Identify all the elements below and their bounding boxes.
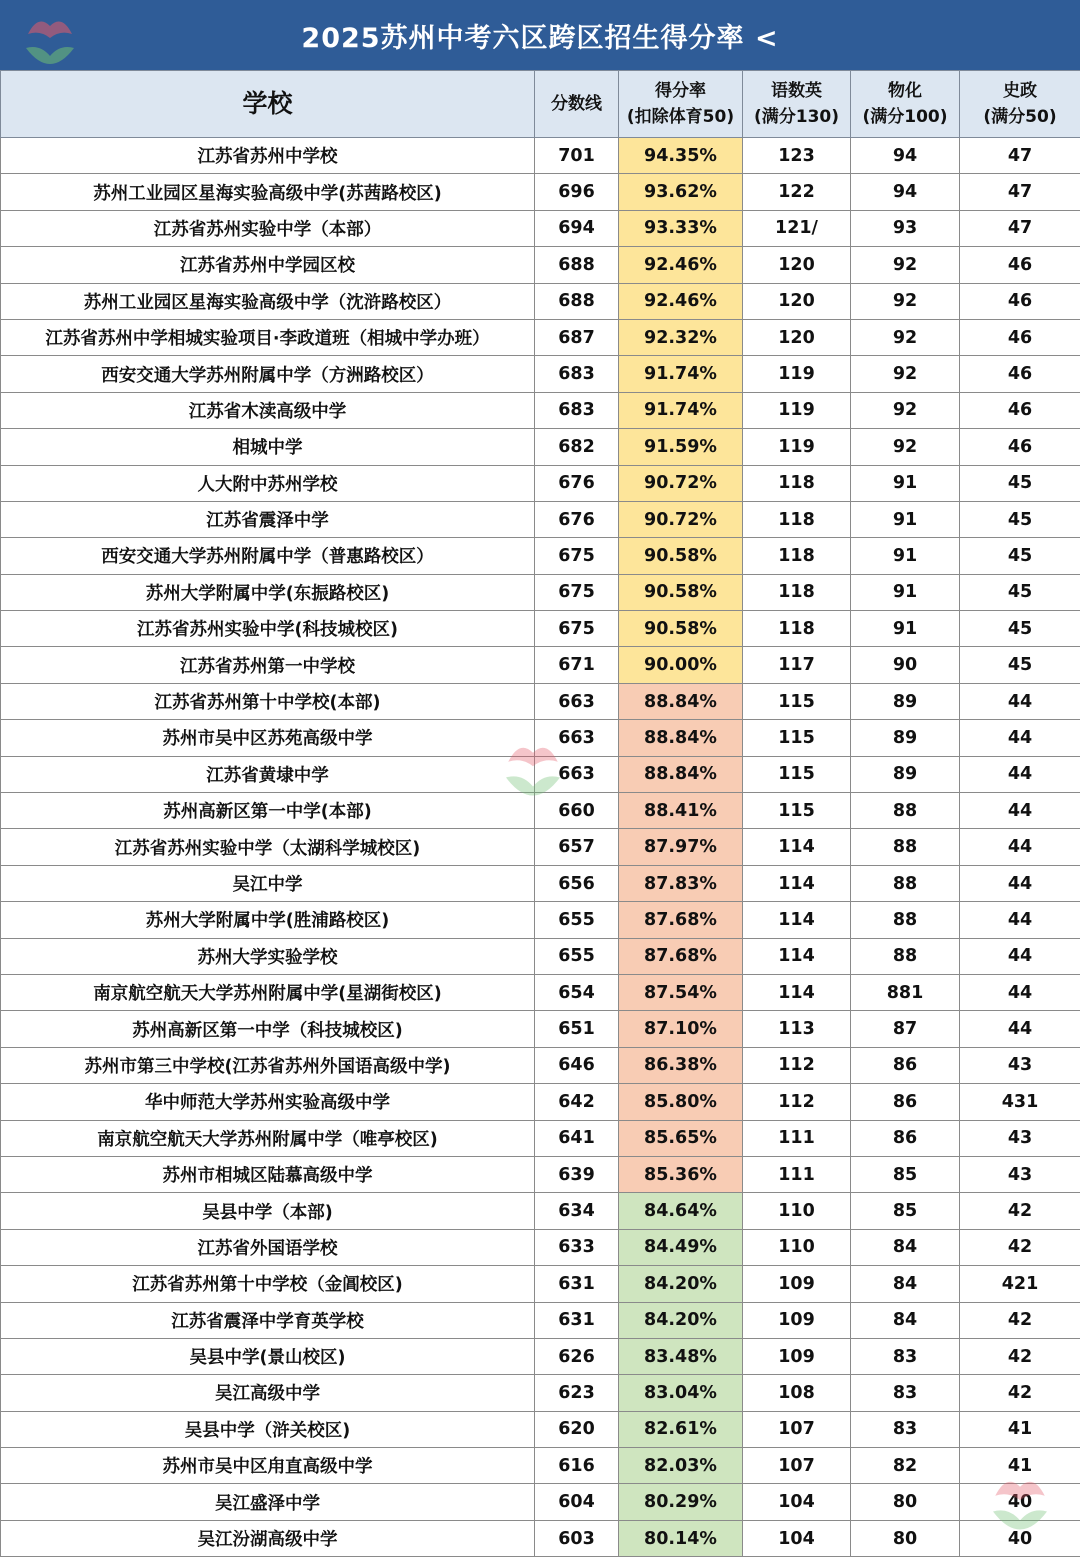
phy-cell: 91	[851, 465, 960, 501]
hist-cell: 46	[960, 283, 1080, 319]
table-row	[1, 611, 1080, 647]
table-row	[1, 683, 1080, 719]
hist-cell: 43	[960, 1047, 1080, 1083]
school-cell: 吴县中学(景山校区)	[1, 1338, 535, 1374]
rate-cell: 84.49%	[619, 1229, 743, 1265]
phy-cell: 86	[851, 1047, 960, 1083]
cme-cell: 109	[743, 1266, 851, 1302]
rate-cell: 85.80%	[619, 1084, 743, 1120]
score-cell: 639	[535, 1156, 619, 1192]
watermark-logo-icon	[488, 728, 578, 818]
hist-cell: 42	[960, 1302, 1080, 1338]
rate-cell: 82.61%	[619, 1411, 743, 1447]
table-row	[1, 319, 1080, 355]
table-row	[1, 1266, 1080, 1302]
cme-cell: 120	[743, 247, 851, 283]
school-cell: 江苏省外国语学校	[1, 1229, 535, 1265]
score-cell: 623	[535, 1375, 619, 1411]
rate-cell: 87.68%	[619, 938, 743, 974]
table-row	[1, 865, 1080, 901]
cme-cell: 107	[743, 1411, 851, 1447]
hist-cell: 44	[960, 938, 1080, 974]
phy-cell: 86	[851, 1120, 960, 1156]
table-row	[1, 392, 1080, 428]
cme-cell: 110	[743, 1193, 851, 1229]
rate-cell: 92.46%	[619, 283, 743, 319]
cme-cell: 111	[743, 1120, 851, 1156]
table-row	[1, 174, 1080, 210]
score-cell: 675	[535, 574, 619, 610]
hist-cell: 421	[960, 1266, 1080, 1302]
score-cell: 688	[535, 283, 619, 319]
table-row	[1, 210, 1080, 246]
cme-cell: 110	[743, 1229, 851, 1265]
cme-cell: 115	[743, 720, 851, 756]
score-cell: 660	[535, 793, 619, 829]
score-cell: 603	[535, 1520, 619, 1556]
cme-cell: 119	[743, 392, 851, 428]
page-title: 2025苏州中考六区跨区招生得分率 <	[301, 22, 779, 54]
hist-cell: 44	[960, 974, 1080, 1010]
cme-cell: 108	[743, 1375, 851, 1411]
phy-cell: 88	[851, 938, 960, 974]
table-row	[1, 902, 1080, 938]
table-row	[1, 1011, 1080, 1047]
rate-cell: 90.72%	[619, 465, 743, 501]
phy-cell: 91	[851, 538, 960, 574]
rate-cell: 85.65%	[619, 1120, 743, 1156]
hist-cell: 45	[960, 465, 1080, 501]
rate-cell: 87.97%	[619, 829, 743, 865]
header-cme-line2: (满分130)	[753, 107, 840, 127]
cme-cell: 118	[743, 538, 851, 574]
score-cell: 654	[535, 974, 619, 1010]
rate-cell: 87.83%	[619, 865, 743, 901]
rate-cell: 85.36%	[619, 1156, 743, 1192]
phy-cell: 80	[851, 1520, 960, 1556]
header-cme-line1: 语数英	[771, 81, 822, 101]
phy-cell: 83	[851, 1411, 960, 1447]
school-cell: 江苏省苏州中学校	[1, 138, 535, 174]
school-cell: 江苏省苏州实验中学（太湖科学城校区)	[1, 829, 535, 865]
phy-cell: 89	[851, 720, 960, 756]
rate-cell: 91.74%	[619, 392, 743, 428]
phy-cell: 94	[851, 138, 960, 174]
school-cell: 苏州工业园区星海实验高级中学(苏茜路校区)	[1, 174, 535, 210]
rate-cell: 90.00%	[619, 647, 743, 683]
hist-cell: 47	[960, 138, 1080, 174]
hist-cell: 44	[960, 1011, 1080, 1047]
school-cell: 南京航空航天大学苏州附属中学（唯亭校区)	[1, 1120, 535, 1156]
school-cell: 江苏省震泽中学	[1, 501, 535, 537]
score-cell: 701	[535, 138, 619, 174]
school-cell: 吴江盛泽中学	[1, 1484, 535, 1520]
school-cell: 苏州大学附属中学(胜浦路校区)	[1, 902, 535, 938]
cme-cell: 118	[743, 574, 851, 610]
title-bar	[0, 0, 1080, 70]
school-cell: 苏州市第三中学校(江苏省苏州外国语高级中学)	[1, 1047, 535, 1083]
header-phy-line2: (满分100)	[862, 107, 948, 127]
cme-cell: 111	[743, 1156, 851, 1192]
rate-cell: 84.64%	[619, 1193, 743, 1229]
score-cell: 631	[535, 1266, 619, 1302]
phy-cell: 92	[851, 319, 960, 355]
cme-cell: 114	[743, 829, 851, 865]
school-cell: 江苏省苏州第一中学校	[1, 647, 535, 683]
cme-cell: 118	[743, 465, 851, 501]
hist-cell: 40	[960, 1484, 1080, 1520]
cme-cell: 119	[743, 356, 851, 392]
header-hist	[960, 71, 1080, 138]
table-row	[1, 1520, 1080, 1556]
score-cell: 631	[535, 1302, 619, 1338]
score-cell: 696	[535, 174, 619, 210]
school-cell: 吴县中学（浒关校区)	[1, 1411, 535, 1447]
table-row	[1, 574, 1080, 610]
header-phy-line1: 物化	[888, 81, 922, 101]
score-cell: 620	[535, 1411, 619, 1447]
table-row	[1, 429, 1080, 465]
phy-cell: 88	[851, 902, 960, 938]
hist-cell: 44	[960, 756, 1080, 792]
school-cell: 苏州大学实验学校	[1, 938, 535, 974]
school-cell: 南京航空航天大学苏州附属中学(星湖街校区)	[1, 974, 535, 1010]
header-cme	[743, 71, 851, 138]
hist-cell: 44	[960, 829, 1080, 865]
header-rate	[619, 71, 743, 138]
phy-cell: 92	[851, 247, 960, 283]
hist-cell: 42	[960, 1193, 1080, 1229]
hist-cell: 431	[960, 1084, 1080, 1120]
table-row	[1, 1338, 1080, 1374]
cme-cell: 120	[743, 319, 851, 355]
hist-cell: 42	[960, 1229, 1080, 1265]
phy-cell: 91	[851, 574, 960, 610]
school-cell: 江苏省苏州中学相城实验项目·李政道班（相城中学办班）	[1, 319, 535, 355]
phy-cell: 85	[851, 1193, 960, 1229]
school-cell: 江苏省苏州实验中学（本部）	[1, 210, 535, 246]
score-cell: 646	[535, 1047, 619, 1083]
hist-cell: 47	[960, 174, 1080, 210]
table-row	[1, 1193, 1080, 1229]
rate-cell: 80.29%	[619, 1484, 743, 1520]
cme-cell: 104	[743, 1520, 851, 1556]
score-cell: 676	[535, 501, 619, 537]
phy-cell: 82	[851, 1448, 960, 1484]
table-row	[1, 465, 1080, 501]
hist-cell: 43	[960, 1156, 1080, 1192]
rate-cell: 92.46%	[619, 247, 743, 283]
score-cell: 633	[535, 1229, 619, 1265]
phy-cell: 80	[851, 1484, 960, 1520]
score-cell: 682	[535, 429, 619, 465]
rate-cell: 83.04%	[619, 1375, 743, 1411]
phy-cell: 94	[851, 174, 960, 210]
score-cell: 641	[535, 1120, 619, 1156]
phy-cell: 92	[851, 356, 960, 392]
school-cell: 人大附中苏州学校	[1, 465, 535, 501]
watermark-logo-icon	[975, 1462, 1065, 1552]
hist-cell: 43	[960, 1120, 1080, 1156]
cme-cell: 120	[743, 283, 851, 319]
phy-cell: 88	[851, 793, 960, 829]
phy-cell: 89	[851, 683, 960, 719]
table-row	[1, 938, 1080, 974]
table-row	[1, 829, 1080, 865]
school-cell: 西安交通大学苏州附属中学（方洲路校区）	[1, 356, 535, 392]
hist-cell: 44	[960, 683, 1080, 719]
table-row	[1, 501, 1080, 537]
hist-cell: 45	[960, 574, 1080, 610]
school-cell: 苏州市相城区陆慕高级中学	[1, 1156, 535, 1192]
hist-cell: 45	[960, 611, 1080, 647]
header-rate-line1: 得分率	[655, 81, 706, 101]
rate-cell: 90.58%	[619, 611, 743, 647]
phy-cell: 85	[851, 1156, 960, 1192]
rate-cell: 88.84%	[619, 756, 743, 792]
school-cell: 江苏省苏州第十中学校（金阊校区)	[1, 1266, 535, 1302]
table-row	[1, 1484, 1080, 1520]
phy-cell: 92	[851, 392, 960, 428]
cme-cell: 104	[743, 1484, 851, 1520]
school-cell: 苏州大学附属中学(东振路校区)	[1, 574, 535, 610]
table-row	[1, 356, 1080, 392]
rate-cell: 88.84%	[619, 683, 743, 719]
cme-cell: 109	[743, 1338, 851, 1374]
phy-cell: 87	[851, 1011, 960, 1047]
school-cell: 吴江高级中学	[1, 1375, 535, 1411]
cme-cell: 114	[743, 974, 851, 1010]
school-cell: 江苏省木渎高级中学	[1, 392, 535, 428]
table-row	[1, 1229, 1080, 1265]
score-cell: 683	[535, 392, 619, 428]
rate-cell: 90.72%	[619, 501, 743, 537]
table-row	[1, 538, 1080, 574]
hist-cell: 44	[960, 902, 1080, 938]
hist-cell: 45	[960, 538, 1080, 574]
cme-cell: 118	[743, 501, 851, 537]
hist-cell: 46	[960, 429, 1080, 465]
cme-cell: 115	[743, 683, 851, 719]
hist-cell: 44	[960, 720, 1080, 756]
rate-cell: 93.62%	[619, 174, 743, 210]
score-cell: 687	[535, 319, 619, 355]
rate-cell: 88.84%	[619, 720, 743, 756]
phy-cell: 89	[851, 756, 960, 792]
phy-cell: 92	[851, 429, 960, 465]
rate-cell: 82.03%	[619, 1448, 743, 1484]
school-cell: 江苏省震泽中学育英学校	[1, 1302, 535, 1338]
hist-cell: 46	[960, 392, 1080, 428]
phy-cell: 84	[851, 1302, 960, 1338]
school-cell: 苏州市吴中区苏苑高级中学	[1, 720, 535, 756]
score-cell: 634	[535, 1193, 619, 1229]
score-cell: 655	[535, 938, 619, 974]
phy-cell: 881	[851, 974, 960, 1010]
header-phy	[851, 71, 960, 138]
score-cell: 604	[535, 1484, 619, 1520]
header-rate-line2: (扣除体育50)	[626, 107, 735, 127]
score-cell: 675	[535, 611, 619, 647]
phy-cell: 91	[851, 501, 960, 537]
rate-cell: 91.74%	[619, 356, 743, 392]
hist-cell: 45	[960, 647, 1080, 683]
header-hist-line1: 史政	[1003, 81, 1037, 101]
phy-cell: 88	[851, 865, 960, 901]
table-row	[1, 974, 1080, 1010]
phy-cell: 83	[851, 1338, 960, 1374]
phy-cell: 88	[851, 829, 960, 865]
rate-cell: 86.38%	[619, 1047, 743, 1083]
school-cell: 华中师范大学苏州实验高级中学	[1, 1084, 535, 1120]
cme-cell: 115	[743, 756, 851, 792]
hist-cell: 40	[960, 1520, 1080, 1556]
score-cell: 651	[535, 1011, 619, 1047]
phy-cell: 84	[851, 1266, 960, 1302]
hist-cell: 46	[960, 247, 1080, 283]
cme-cell: 113	[743, 1011, 851, 1047]
phy-cell: 91	[851, 611, 960, 647]
rate-cell: 92.32%	[619, 319, 743, 355]
school-cell: 江苏省黄埭中学	[1, 756, 535, 792]
phy-cell: 92	[851, 283, 960, 319]
cme-cell: 121/	[743, 210, 851, 246]
school-cell: 相城中学	[1, 429, 535, 465]
table-row	[1, 1120, 1080, 1156]
hist-cell: 44	[960, 865, 1080, 901]
score-cell: 663	[535, 756, 619, 792]
hist-cell: 42	[960, 1375, 1080, 1411]
school-cell: 吴江中学	[1, 865, 535, 901]
hist-cell: 46	[960, 356, 1080, 392]
rate-cell: 90.58%	[619, 538, 743, 574]
cme-cell: 115	[743, 793, 851, 829]
rate-cell: 88.41%	[619, 793, 743, 829]
phy-cell: 84	[851, 1229, 960, 1265]
header-school: 学校	[1, 71, 535, 138]
school-cell: 苏州市吴中区甪直高级中学	[1, 1448, 535, 1484]
school-cell: 吴县中学（本部)	[1, 1193, 535, 1229]
table-row	[1, 1156, 1080, 1192]
score-cell: 683	[535, 356, 619, 392]
score-cell: 656	[535, 865, 619, 901]
score-cell: 676	[535, 465, 619, 501]
score-cell: 663	[535, 720, 619, 756]
cme-cell: 112	[743, 1047, 851, 1083]
rate-cell: 90.58%	[619, 574, 743, 610]
cme-cell: 114	[743, 902, 851, 938]
table-row	[1, 283, 1080, 319]
header-row	[1, 71, 1080, 138]
phy-cell: 86	[851, 1084, 960, 1120]
cme-cell: 112	[743, 1084, 851, 1120]
cme-cell: 119	[743, 429, 851, 465]
rate-cell: 87.54%	[619, 974, 743, 1010]
school-cell: 西安交通大学苏州附属中学（普惠路校区）	[1, 538, 535, 574]
score-cell: 675	[535, 538, 619, 574]
hist-cell: 47	[960, 210, 1080, 246]
hist-cell: 44	[960, 793, 1080, 829]
school-cell: 苏州高新区第一中学（科技城校区)	[1, 1011, 535, 1047]
cme-cell: 122	[743, 174, 851, 210]
hist-cell: 42	[960, 1338, 1080, 1374]
table-row	[1, 647, 1080, 683]
rate-cell: 93.33%	[619, 210, 743, 246]
score-cell: 626	[535, 1338, 619, 1374]
phy-cell: 83	[851, 1375, 960, 1411]
rate-cell: 94.35%	[619, 138, 743, 174]
cme-cell: 114	[743, 865, 851, 901]
cme-cell: 107	[743, 1448, 851, 1484]
score-cell: 694	[535, 210, 619, 246]
cme-cell: 114	[743, 938, 851, 974]
hist-cell: 45	[960, 501, 1080, 537]
rate-cell: 87.10%	[619, 1011, 743, 1047]
rate-cell: 84.20%	[619, 1302, 743, 1338]
table-row	[1, 1411, 1080, 1447]
score-cell: 657	[535, 829, 619, 865]
rate-cell: 84.20%	[619, 1266, 743, 1302]
cme-cell: 118	[743, 611, 851, 647]
score-cell: 642	[535, 1084, 619, 1120]
table-row	[1, 1375, 1080, 1411]
table-row	[1, 1084, 1080, 1120]
rate-cell: 80.14%	[619, 1520, 743, 1556]
table-row	[1, 1302, 1080, 1338]
score-cell: 663	[535, 683, 619, 719]
table-row	[1, 247, 1080, 283]
school-cell: 江苏省苏州第十中学校(本部)	[1, 683, 535, 719]
school-cell: 江苏省苏州实验中学(科技城校区)	[1, 611, 535, 647]
cme-cell: 117	[743, 647, 851, 683]
school-cell: 江苏省苏州中学园区校	[1, 247, 535, 283]
header-score: 分数线	[535, 71, 619, 138]
phy-cell: 90	[851, 647, 960, 683]
table-row	[1, 1047, 1080, 1083]
school-cell: 吴江汾湖高级中学	[1, 1520, 535, 1556]
rate-cell: 91.59%	[619, 429, 743, 465]
rate-cell: 83.48%	[619, 1338, 743, 1374]
score-cell: 671	[535, 647, 619, 683]
rate-cell: 87.68%	[619, 902, 743, 938]
phy-cell: 93	[851, 210, 960, 246]
cme-cell: 109	[743, 1302, 851, 1338]
score-cell: 616	[535, 1448, 619, 1484]
school-cell: 苏州工业园区星海实验高级中学（沈浒路校区）	[1, 283, 535, 319]
school-cell: 苏州高新区第一中学(本部)	[1, 793, 535, 829]
header-hist-line2: (满分50)	[983, 107, 1057, 127]
cme-cell: 123	[743, 138, 851, 174]
table-row	[1, 138, 1080, 174]
table-row	[1, 1448, 1080, 1484]
hist-cell: 46	[960, 319, 1080, 355]
score-cell: 688	[535, 247, 619, 283]
hist-cell: 41	[960, 1411, 1080, 1447]
score-cell: 655	[535, 902, 619, 938]
hist-cell: 41	[960, 1448, 1080, 1484]
